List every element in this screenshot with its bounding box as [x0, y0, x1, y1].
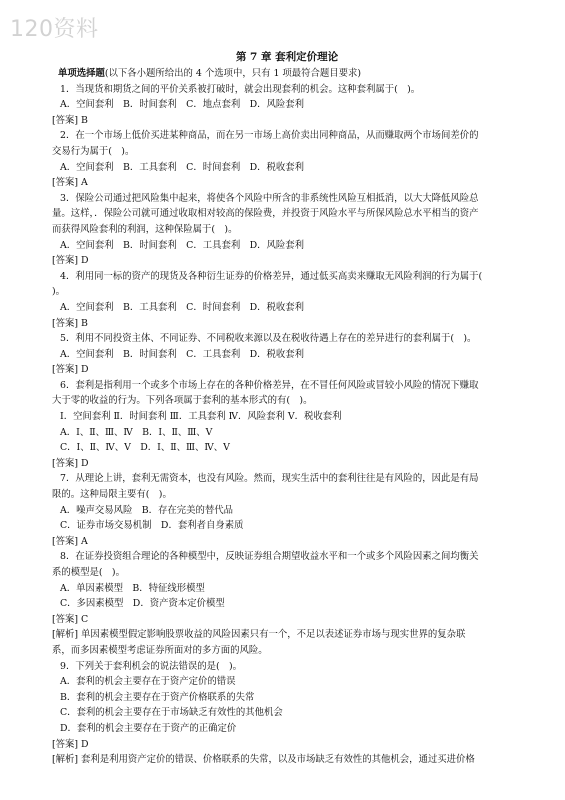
- answer-line: [解析] 单因素模型假定影响股票收益的风险因素只有一个，不足以表述证券市场与现实世界的复杂联: [52, 629, 466, 641]
- text-line: C．多因素模型 D．资产资本定价模型: [60, 598, 225, 610]
- text-line: 系，而多因素模型考虑证券所面对的多方面的风险。: [52, 644, 268, 656]
- text-line: 而获得风险套利的利润，这种保险属于( )。: [52, 223, 238, 235]
- question-list: [52, 82, 522, 768]
- text-line: C．Ⅰ、Ⅱ、Ⅳ、Ⅴ D．Ⅰ、Ⅱ、Ⅲ、Ⅳ、Ⅴ: [60, 442, 230, 454]
- text-line: A．空间套利 B．工具套利 C．时间套利 D．税收套利: [60, 161, 304, 173]
- text-line: C．证券市场交易机制 D．套利者自身素质: [60, 520, 244, 532]
- text-line: A．空间套利 B．工具套利 C．时间套利 D．税收套利: [60, 301, 304, 313]
- text-line: A．空间套利 B．时间套利 C．地点套利 D．风险套利: [60, 99, 304, 111]
- chapter-title: 第 7 章 套利定价理论: [235, 51, 339, 63]
- answer-line: [答案] A: [52, 177, 88, 189]
- text-line: 大于零的收益的行为。下列各项属于套利的基本形式的有( )。: [52, 395, 313, 407]
- answer-line: [解析] 套利是利用资产定价的错误、价格联系的失常，以及市场缺乏有效性的其他机会，通过买进价格: [52, 754, 475, 766]
- document-page: [52, 50, 522, 768]
- text-line: 4．利用同一标的资产的现货及各种衍生证券的价格差异，通过低买高卖来赚取无风险利润的行为属于(: [60, 270, 483, 282]
- answer-line: [答案] A: [52, 535, 88, 547]
- text-line: A．噪声交易风险 B．存在完美的替代品: [60, 504, 234, 516]
- text-line: 量。这样，．保险公司就可通过收取相对较高的保险费，并投资于风险水平与所保风险总水平相当的资产: [52, 208, 479, 220]
- text-line: A．单因素模型 B．特征线形模型: [60, 582, 205, 594]
- text-line: 8．在证券投资组合理论的各种模型中，反映证券组合期望收益水平和一个或多个风险因素之间均衡关: [60, 551, 479, 563]
- answer-line: [答案] C: [52, 613, 89, 625]
- answer-line: [答案] B: [52, 317, 88, 329]
- text-line: C．套利的机会主要存在于市场缺乏有效性的其他机会: [60, 707, 283, 719]
- text-line: 6．套利是指利用一个或多个市场上存在的各种价格差异，在不冒任何风险或冒较小风险的情况下赚取: [60, 379, 479, 391]
- section-note: (以下各小题所给出的 4 个选项中，只有 1 项最符合题目要求): [104, 68, 362, 79]
- text-line: )。: [52, 286, 66, 298]
- answer-line: [答案] B: [52, 114, 88, 126]
- answer-line: [答案] D: [52, 364, 89, 376]
- text-line: A．Ⅰ、Ⅱ、Ⅲ、Ⅳ B．Ⅰ、Ⅱ、Ⅲ、Ⅴ: [60, 426, 213, 438]
- text-line: Ⅰ．空间套利 Ⅱ．时间套利 Ⅲ．工具套利 Ⅳ．风险套利 Ⅴ．税收套利: [60, 411, 342, 423]
- text-line: A．空间套利 B．时间套利 C．工具套利 D．风险套利: [60, 239, 304, 251]
- answer-line: [答案] D: [52, 255, 89, 267]
- text-line: 5．利用不同投资主体、不同证券、不同税收来源以及在税收待遇上存在的差异进行的套利属于( )。: [60, 333, 477, 345]
- text-line: A．套利的机会主要存在于资产定价的错误: [60, 676, 236, 688]
- text-line: 2．在一个市场上低价买进某种商品，而在另一市场上高价卖出同种商品，从而赚取两个市场间差价的: [60, 130, 479, 142]
- text-line: 限的。这种局限主要有( )。: [52, 489, 172, 501]
- text-line: 7．从理论上讲，套利无需资本，也没有风险。然而，现实生活中的套利往往是有风险的，因此是有局: [60, 473, 479, 485]
- text-line: A．空间套利 B．时间套利 C．工具套利 D．税收套利: [60, 348, 304, 360]
- text-line: 3．保险公司通过把风险集中起来，将使各个风险中所含的非系统性风险互相抵消，以大大降低风险总: [60, 192, 479, 204]
- text-line: 交易行为属于( )。: [52, 145, 135, 157]
- text-line: 系的模型是( )。: [52, 567, 125, 578]
- answer-line: [答案] D: [52, 457, 89, 469]
- section-head-label: 单项选择题: [58, 68, 105, 79]
- answer-line: [答案] D: [52, 738, 89, 750]
- text-line: B．套利的机会主要存在于资产价格联系的失常: [60, 691, 255, 703]
- section-heading: [52, 66, 522, 82]
- text-line: 1．当现货和期货之间的平价关系被打破时，就会出现套利的机会。这种套利属于( )。: [60, 83, 421, 95]
- text-line: D．套利的机会主要存在于资产的正确定价: [60, 722, 237, 734]
- text-line: 9．下列关于套利机会的说法错误的是( )。: [60, 660, 243, 672]
- watermark-logo: 120资料: [10, 17, 99, 42]
